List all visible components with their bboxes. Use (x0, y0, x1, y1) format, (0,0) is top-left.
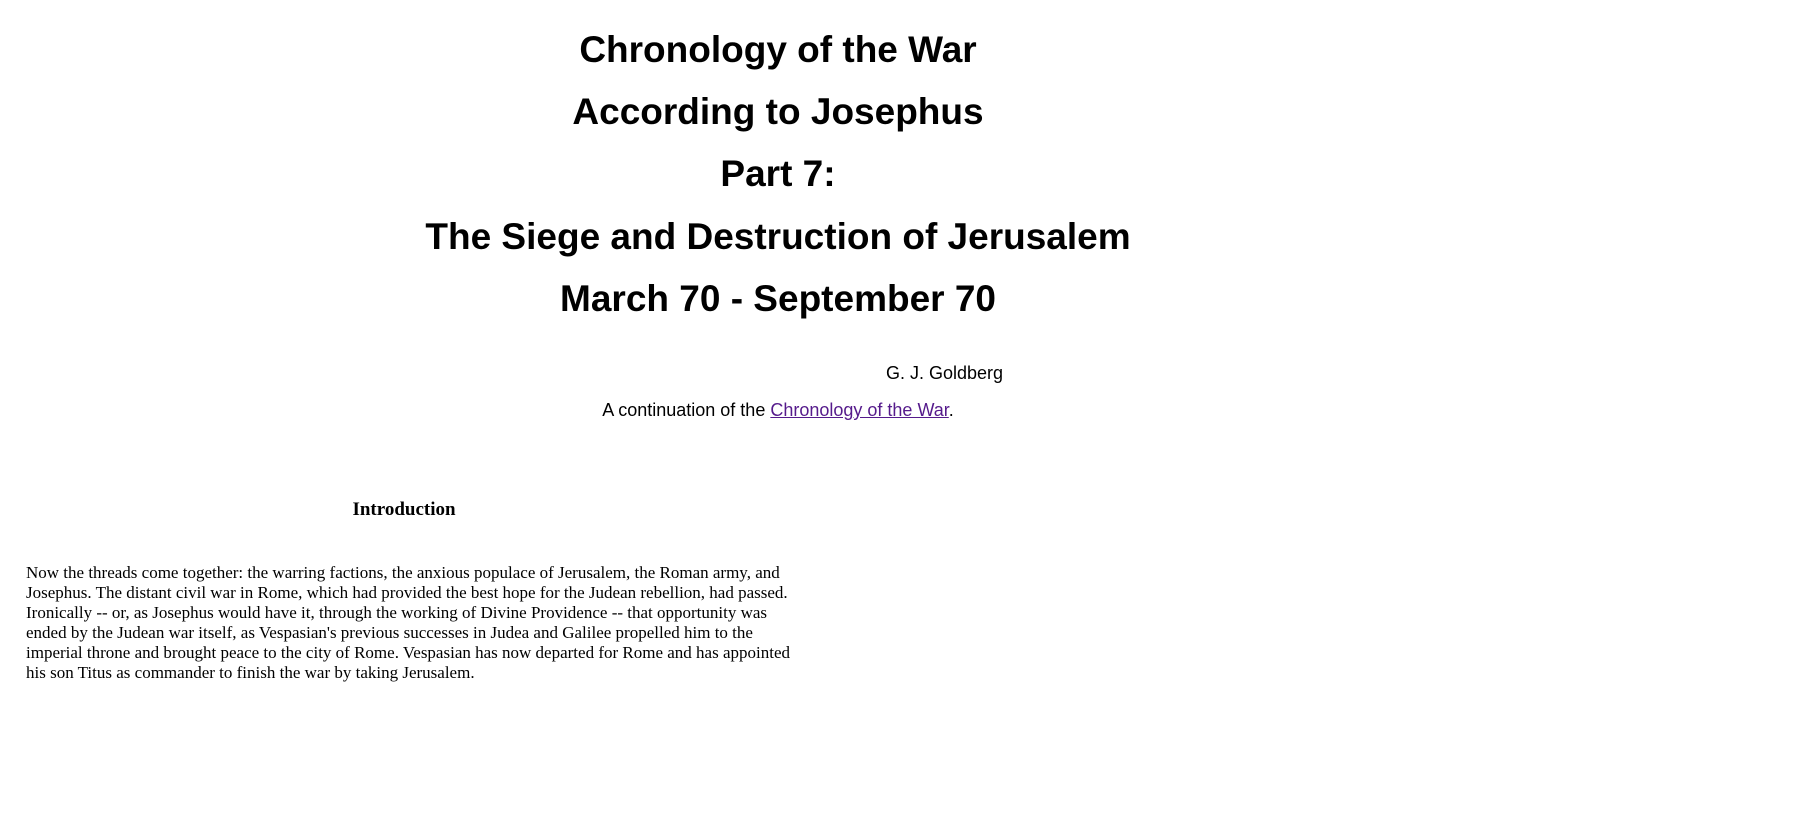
title-line-5: March 70 - September 70 (560, 278, 996, 319)
introduction-heading: Introduction (352, 499, 456, 520)
author-name: G. J. Goldberg (886, 363, 1004, 383)
introduction-paragraph: Now the threads come together: the warring factions, the anxious populace of Jerusalem, the Roman army, and Josephus. The distant civil war in Rome, which had provided the best hope for the Judean rebellion, had passed. Ironically -- or, as Josephus would have it, through the working of Divine Providence -- that opportunity was ended by the Judean war itself, as Vespasian's previous successes in Judea and Galilee propelled him to the imperial throne and brought peace to the city of Rome. Vespasian has now departed for Rome and has appointed his son Titus as commander to finish the war by taking Jerusalem. (26, 563, 790, 682)
chronology-link[interactable]: Chronology of the War (770, 400, 949, 420)
title-line-4: The Siege and Destruction of Jerusalem (425, 216, 1131, 257)
continuation-note (0, 399, 1556, 421)
title-line-3: Part 7: (720, 153, 836, 194)
continuation-prefix: A continuation of the (602, 400, 771, 420)
title-line-2: According to Josephus (572, 91, 984, 132)
continuation-suffix: . (948, 400, 954, 420)
title-line-1: Chronology of the War (579, 29, 977, 70)
